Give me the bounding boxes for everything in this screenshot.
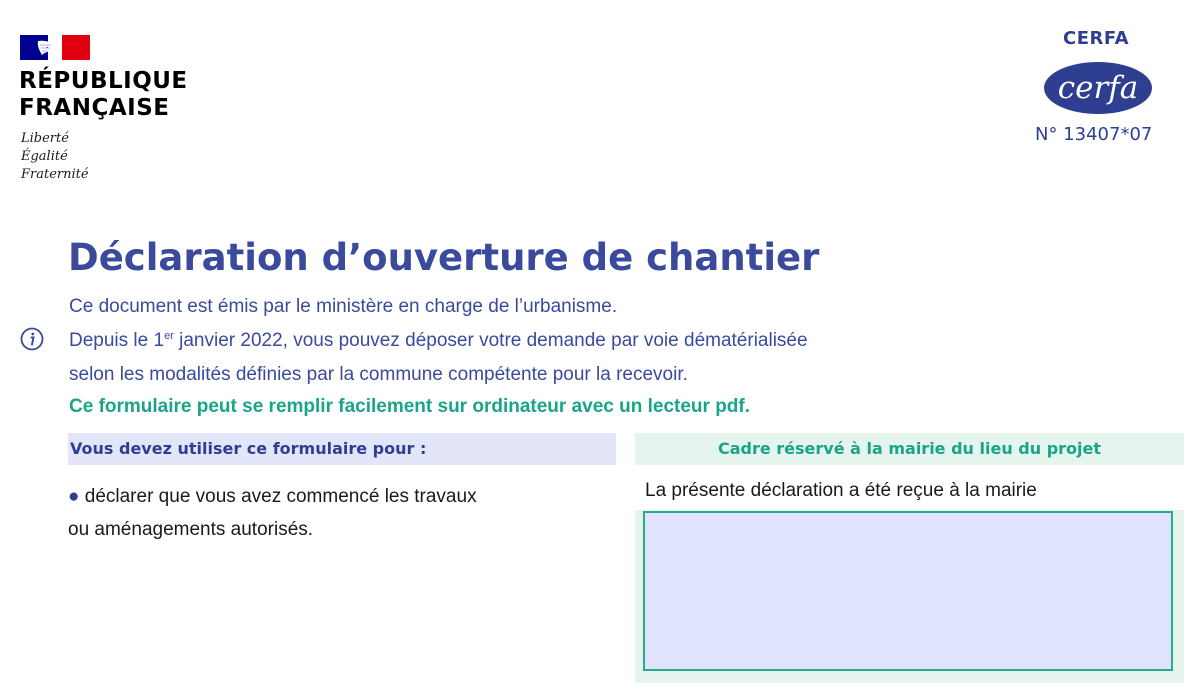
info-icon — [20, 327, 44, 351]
cerfa-label: CERFA — [1063, 28, 1130, 49]
intro-line-2-start: Depuis le 1 — [69, 330, 165, 351]
intro-line-1: Ce document est émis par le ministère en charge de l’urbanisme. — [69, 296, 618, 317]
page-title: Déclaration d’ouverture de chantier — [68, 236, 820, 279]
usage-item-line-2: ou aménagements autorisés. — [68, 519, 314, 540]
cerfa-logo — [1042, 60, 1154, 116]
republic-motto — [21, 130, 89, 184]
intro-line-2 — [69, 330, 808, 352]
bullet-icon: ● — [68, 486, 80, 507]
cerfa-logo-text: cerfa — [1057, 70, 1139, 106]
republic-line-1: RÉPUBLIQUE — [19, 68, 188, 94]
motto-fraternite: Fraternité — [21, 167, 89, 182]
intro-line-3: selon les modalités définies par la commune compétente pour la recevoir. — [69, 364, 688, 385]
intro-highlight: Ce formulaire peut se remplir facilement sur ordinateur avec un lecteur pdf. — [69, 396, 751, 417]
marianne-flag-logo — [20, 35, 90, 60]
intro-line-2-end: janvier 2022, vous pouvez déposer votre demande par voie dématérialisée — [173, 330, 808, 351]
usage-header: Vous devez utiliser ce formulaire pour : — [68, 433, 616, 465]
motto-liberte: Liberté — [21, 131, 69, 146]
motto-egalite: Égalité — [21, 149, 68, 164]
usage-item-line-1: déclarer que vous avez commencé les travaux — [79, 486, 477, 507]
republique-francaise-wordmark — [19, 68, 188, 122]
usage-list — [68, 480, 477, 546]
mairie-header: Cadre réservé à la mairie du lieu du projet — [717, 439, 1102, 458]
cerfa-number: N° 13407*07 — [1035, 124, 1153, 145]
mairie-received-text: La présente déclaration a été reçue à la mairie — [645, 480, 1037, 501]
mairie-stamp-field[interactable] — [643, 511, 1173, 671]
usage-item — [68, 480, 477, 513]
republic-line-2: FRANÇAISE — [19, 95, 170, 121]
intro-line-2-sup: er — [164, 330, 174, 342]
